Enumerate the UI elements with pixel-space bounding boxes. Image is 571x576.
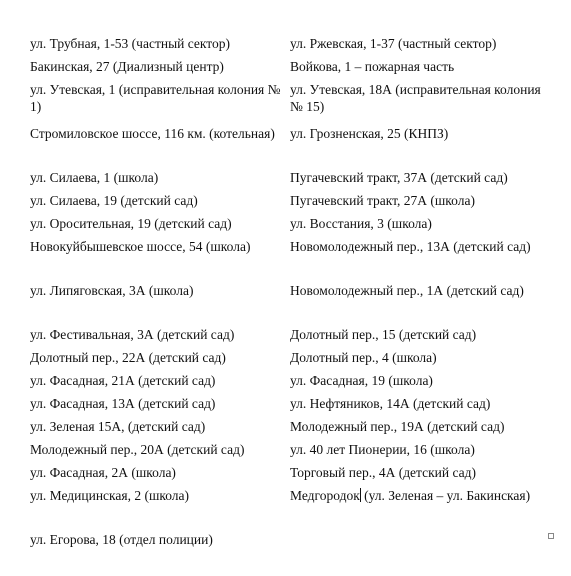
table-row — [30, 462, 550, 485]
address-cell-right: ул. Восстания, 3 (школа) — [290, 216, 432, 231]
address-cell-left: ул. Фестивальная, 3А (детский сад) — [30, 327, 235, 342]
address-cell-left: Стромиловское шоссе, 116 км. (котельная) — [30, 126, 275, 141]
table-end-mark-icon — [548, 533, 554, 539]
address-cell-left: ул. Фасадная, 21А (детский сад) — [30, 373, 216, 388]
address-text-part: (ул. Зеленая – ул. Бакинская) — [364, 488, 531, 503]
address-cell-left: ул. Силаева, 1 (школа) — [30, 170, 159, 185]
address-cell-right — [290, 529, 550, 552]
address-text-part: Медгородок — [290, 488, 360, 503]
table-row — [30, 190, 550, 213]
table-row — [30, 56, 550, 79]
address-cell-right: ул. Грозненская, 25 (КНПЗ) — [290, 126, 449, 141]
address-cell-right: Новомолодежный пер., 1А (детский сад) — [290, 283, 524, 298]
address-cell-right: ул. 40 лет Пионерии, 16 (школа) — [290, 442, 475, 457]
table-row — [30, 236, 550, 280]
address-cell-left: Молодежный пер., 20А (детский сад) — [30, 442, 245, 457]
address-cell-right[interactable] — [290, 485, 550, 529]
table-row — [30, 485, 550, 529]
address-cell-right: ул. Нефтяников, 14А (детский сад) — [290, 396, 491, 411]
table-row — [30, 370, 550, 393]
address-cell-left: ул. Егорова, 18 (отдел полиции) — [30, 532, 213, 547]
address-cell-left: ул. Утевская, 1 (исправительная колония № 1) — [30, 82, 281, 114]
table-row — [30, 79, 550, 123]
address-cell-left: ул. Силаева, 19 (детский сад) — [30, 193, 198, 208]
address-cell-left: ул. Оросительная, 19 (детский сад) — [30, 216, 232, 231]
table-row — [30, 393, 550, 416]
address-cell-right: Новомолодежный пер., 13А (детский сад) — [290, 239, 531, 254]
address-cell-left: ул. Трубная, 1-53 (частный сектор) — [30, 36, 230, 51]
address-cell-right: Пугачевский тракт, 27А (школа) — [290, 193, 475, 208]
table-row — [30, 416, 550, 439]
address-cell-right: Торговый пер., 4А (детский сад) — [290, 465, 477, 480]
address-cell-right: ул. Ржевская, 1-37 (частный сектор) — [290, 36, 497, 51]
address-cell-right: Долотный пер., 15 (детский сад) — [290, 327, 477, 342]
table-row — [30, 529, 550, 552]
table-row — [30, 347, 550, 370]
address-cell-left: ул. Липяговская, 3А (школа) — [30, 283, 194, 298]
address-cell-left: Долотный пер., 22А (детский сад) — [30, 350, 226, 365]
address-cell-left: ул. Фасадная, 13А (детский сад) — [30, 396, 216, 411]
address-cell-left: ул. Медицинская, 2 (школа) — [30, 488, 190, 503]
address-cell-right: ул. Утевская, 18А (исправительная колония № 15) — [290, 82, 541, 114]
table-row — [30, 280, 550, 324]
address-cell-right: Войкова, 1 – пожарная часть — [290, 59, 455, 74]
table-row — [30, 33, 550, 56]
address-cell-right: Молодежный пер., 19А (детский сад) — [290, 419, 505, 434]
address-cell-left: ул. Фасадная, 2А (школа) — [30, 465, 176, 480]
address-cell-left: Бакинская, 27 (Диализный центр) — [30, 59, 224, 74]
table-row — [30, 324, 550, 347]
table-row — [30, 213, 550, 236]
address-table — [30, 33, 550, 552]
address-cell-right: Пугачевский тракт, 37А (детский сад) — [290, 170, 508, 185]
address-cell-right: Долотный пер., 4 (школа) — [290, 350, 437, 365]
address-cell-left: ул. Зеленая 15А, (детский сад) — [30, 419, 206, 434]
address-cell-right: ул. Фасадная, 19 (школа) — [290, 373, 433, 388]
table-row — [30, 439, 550, 462]
table-row — [30, 167, 550, 190]
address-cell-left: Новокуйбышевское шоссе, 54 (школа) — [30, 239, 251, 254]
table-row — [30, 123, 550, 167]
